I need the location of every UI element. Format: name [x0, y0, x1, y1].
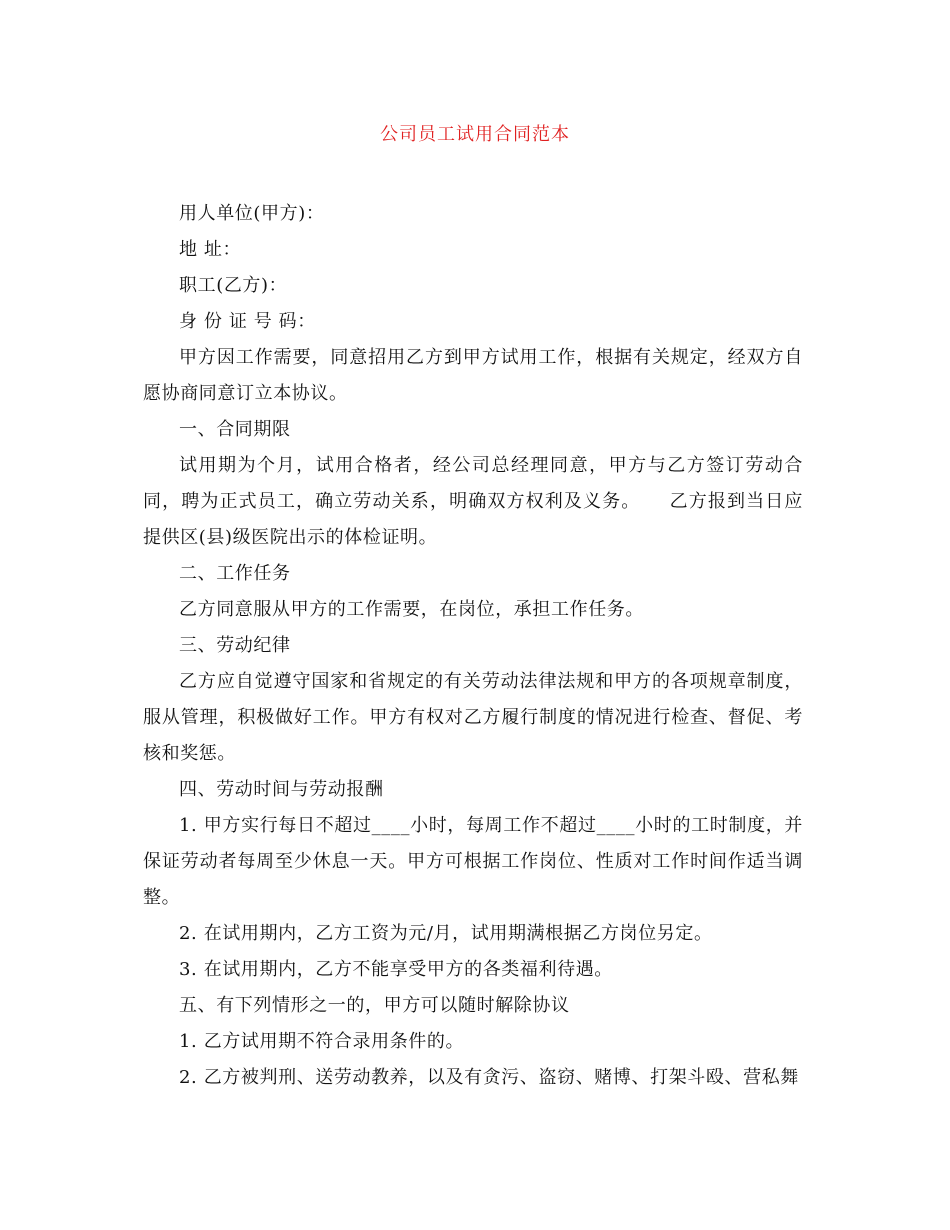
section-heading-tasks: 二、工作任务: [179, 563, 291, 584]
intro-paragraph: 甲方因工作需要，同意招用乙方到甲方试用工作，根据有关规定，经双方自愿协商同意订立本协议。: [143, 347, 803, 404]
section-heading-term: 一、合同期限: [179, 419, 291, 440]
field-employer: 用人单位(甲方)：: [179, 203, 325, 224]
document-title: 公司员工试用合同范本: [380, 124, 570, 145]
section-heading-discipline: 三、劳动纪律: [179, 635, 291, 656]
hours-pay-item-1: 1. 甲方实行每日不超过____小时，每周工作不超过____小时的工时制度，并保证劳动者每周至少休息一天。甲方可根据工作岗位、性质对工作时间作适当调整。: [143, 815, 803, 908]
section-term-text: 试用期为个月，试用合格者，经公司总经理同意，甲方与乙方签订劳动合同，聘为正式员工，确立劳动关系，明确双方权利及义务。 乙方报到当日应提供区(县)级医院出示的体检证明。: [143, 455, 803, 548]
field-address: 地 址：: [179, 239, 242, 260]
section-discipline-text: 乙方应自觉遵守国家和省规定的有关劳动法律法规和甲方的各项规章制度，服从管理，积极做好工作。甲方有权对乙方履行制度的情况进行检查、督促、考核和奖惩。: [143, 671, 803, 764]
termination-item-1: 1. 乙方试用期不符合录用条件的。: [179, 1031, 465, 1052]
section-tasks-text: 乙方同意服从甲方的工作需要，在岗位，承担工作任务。: [179, 599, 644, 620]
document-body: [143, 196, 803, 1096]
termination-item-2: 2. 乙方被判刑、送劳动教养，以及有贪污、盗窃、赌博、打架斗殴、营私舞: [179, 1067, 799, 1088]
hours-pay-item-2: 2. 在试用期内，乙方工资为元/月，试用期满根据乙方岗位另定。: [179, 923, 713, 944]
section-heading-termination: 五、有下列情形之一的，甲方可以随时解除协议: [179, 995, 570, 1016]
field-employee: 职工(乙方)：: [179, 275, 288, 296]
section-heading-hours-pay: 四、劳动时间与劳动报酬: [179, 779, 384, 800]
hours-pay-item-3: 3. 在试用期内，乙方不能享受甲方的各类福利待遇。: [179, 959, 613, 980]
field-id-number: 身 份 证 号 码：: [179, 311, 316, 332]
